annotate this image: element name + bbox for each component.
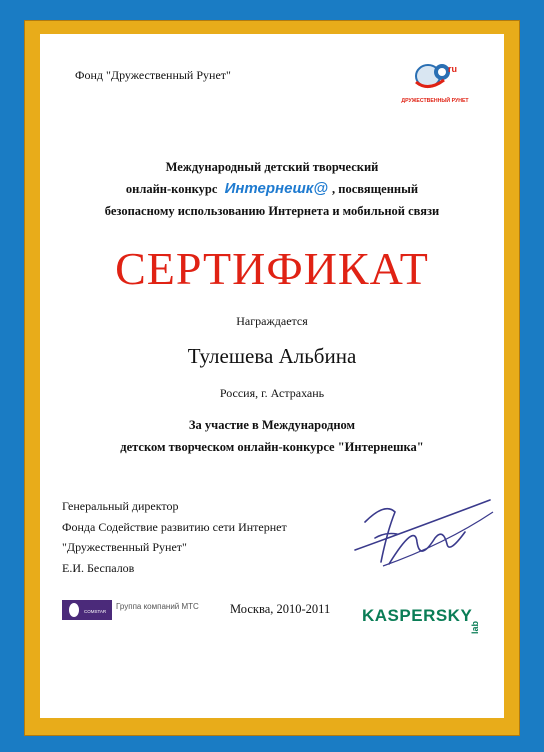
- mts-small-label: COMSTAR: [84, 609, 107, 614]
- contest-intro: [40, 156, 504, 222]
- kaspersky-lab-label: lab: [470, 620, 480, 634]
- reason-line-1: За участие в Международном: [188, 418, 356, 432]
- award-reason: [40, 414, 504, 458]
- signatory-name: Е.И. Беспалов: [62, 560, 135, 575]
- signatory-organization-name: "Дружественный Рунет": [62, 540, 187, 554]
- intro-line-2-before: онлайн-конкурс: [125, 182, 218, 196]
- certificate-title: СЕРТИФИКАТ: [115, 243, 429, 294]
- logo-tld: ru: [448, 64, 457, 74]
- intro-line-1: Международный детский творческий: [165, 160, 379, 174]
- certificate-page: [40, 34, 504, 718]
- foundation-name: Фонд "Дружественный Рунет": [75, 68, 231, 82]
- recipient-name: Тулешева Альбина: [187, 344, 357, 368]
- intro-line-2-after: , посвященный: [332, 182, 419, 196]
- awarded-label: Награждается: [236, 314, 308, 328]
- city-and-years: Москва, 2010-2011: [230, 602, 331, 616]
- signatory-organization: Фонда Содействие развитию сети Интернет: [62, 519, 287, 534]
- logo-caption: ДРУЖЕСТВЕННЫЙ РУНЕТ: [401, 98, 469, 104]
- signatory-title: Генеральный директор: [62, 499, 179, 513]
- handwritten-signature: [325, 492, 495, 588]
- intro-line-3: безопасному использованию Интернета и мобильной связи: [104, 204, 440, 218]
- signatory-block: [62, 496, 287, 578]
- mts-group-text: Группа компаний МТС: [116, 602, 199, 611]
- intro-line-2: [40, 178, 504, 200]
- recipient-location: Россия, г. Астрахань: [219, 386, 325, 400]
- kaspersky-logo: KASPERSKY: [362, 606, 473, 625]
- reason-line-2: детском творческом онлайн-конкурсе "Интернешка": [120, 440, 424, 454]
- internashka-brand: Интернешк@: [224, 180, 329, 197]
- friendly-runet-logo: [398, 58, 472, 108]
